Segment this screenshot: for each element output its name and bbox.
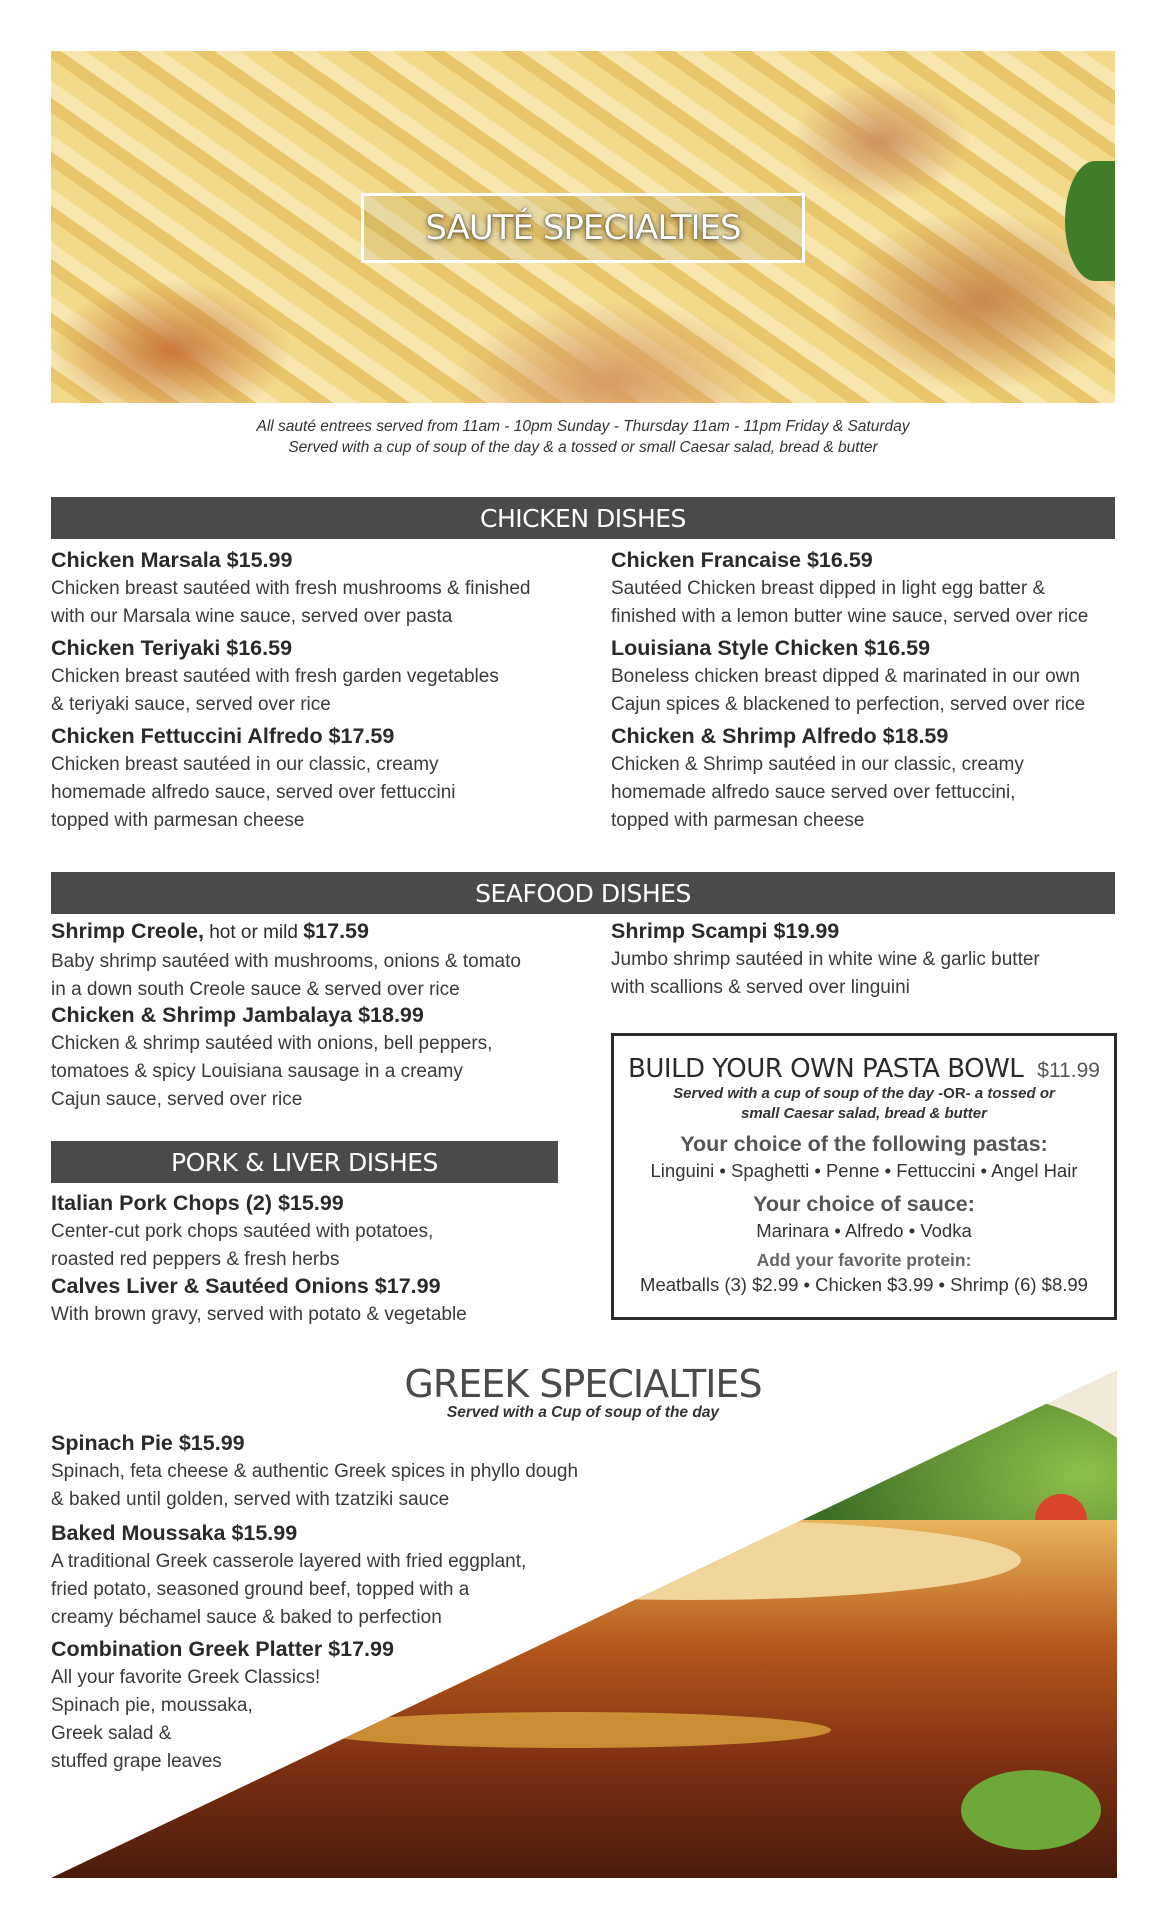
item-title: Chicken Marsala $15.99 [51, 548, 293, 572]
item-title: Italian Pork Chops (2) $15.99 [51, 1191, 344, 1215]
menu-item-spinach-pie [51, 1428, 671, 1514]
item-title: Shrimp Scampi $19.99 [611, 919, 840, 943]
item-desc: Cajun spices & blackened to perfection, served over rice [611, 694, 1086, 715]
menu-item-jambalaya [51, 1000, 591, 1114]
menu-item-chicken-francaise [611, 545, 1151, 631]
chicken-heading-text: CHICKEN DISHES [480, 503, 686, 533]
pasta-note-part: Served with a cup of soup of the day - [673, 1085, 944, 1102]
item-title: Chicken & Shrimp Jambalaya $18.99 [51, 1003, 424, 1027]
item-title: Chicken Fettuccini Alfredo $17.59 [51, 724, 395, 748]
item-desc: Boneless chicken breast dipped & marinated in our own [611, 666, 1080, 687]
pork-heading-text: PORK & LIVER DISHES [171, 1147, 438, 1177]
seafood-dishes-header [51, 872, 1115, 914]
pasta-note-part: - a tossed or [965, 1085, 1055, 1102]
service-hours-note [51, 416, 1115, 458]
item-desc: in a down south Creole sauce & served over rice [51, 979, 460, 1000]
item-title: Baked Moussaka $15.99 [51, 1521, 298, 1545]
menu-item-calves-liver [51, 1271, 591, 1329]
menu-item-shrimp-scampi [611, 916, 1151, 1002]
item-desc: Chicken & shrimp sautéed with onions, bell peppers, [51, 1033, 493, 1054]
item-title: Louisiana Style Chicken $16.59 [611, 636, 931, 660]
item-desc: creamy béchamel sauce & baked to perfection [51, 1607, 442, 1628]
protein-heading: Add your favorite protein: [756, 1250, 972, 1270]
sauce-choice-list: Marinara • Alfredo • Vodka [756, 1220, 972, 1241]
menu-item-chicken-shrimp-alfredo [611, 721, 1151, 835]
pasta-choice-heading: Your choice of the following pastas: [680, 1132, 1048, 1156]
greek-specialties-subtitle: Served with a Cup of soup of the day [446, 1404, 720, 1421]
menu-item-chicken-fettuccini-alfredo [51, 721, 591, 835]
item-desc: Jumbo shrimp sautéed in white wine & garlic butter [611, 949, 1040, 970]
seafood-heading-text: SEAFOOD DISHES [475, 878, 691, 908]
item-title [51, 916, 591, 948]
item-desc: & baked until golden, served with tzatziki sauce [51, 1489, 450, 1510]
item-desc: roasted red peppers & fresh herbs [51, 1249, 340, 1270]
item-desc: topped with parmesan cheese [51, 810, 305, 831]
item-title: Chicken & Shrimp Alfredo $18.59 [611, 724, 949, 748]
hours-line-1: All sauté entrees served from 11am - 10pm Sunday - Thursday 11am - 11pm Friday & Saturday [256, 418, 910, 435]
pasta-bowl-title-row [614, 1054, 1114, 1084]
item-desc: Chicken breast sautéed with fresh garden vegetables [51, 666, 499, 687]
item-title: Chicken Francaise $16.59 [611, 548, 873, 572]
item-desc: Greek salad & [51, 1723, 172, 1744]
build-pasta-bowl-box [611, 1033, 1117, 1320]
item-desc: Chicken & Shrimp sautéed in our classic, creamy [611, 754, 1024, 775]
item-title: Combination Greek Platter $17.99 [51, 1637, 394, 1661]
pasta-note-or: OR [943, 1085, 966, 1102]
item-desc: stuffed grape leaves [51, 1751, 222, 1772]
pasta-bowl-note-line2: small Caesar salad, bread & butter [741, 1105, 987, 1122]
item-desc: Chicken breast sautéed with fresh mushrooms & finished [51, 578, 531, 599]
protein-list: Meatballs (3) $2.99 • Chicken $3.99 • Shrimp (6) $8.99 [640, 1274, 1088, 1295]
item-desc: Chicken breast sautéed in our classic, creamy [51, 754, 439, 775]
item-desc: A traditional Greek casserole layered with fried eggplant, [51, 1551, 527, 1572]
item-title: Chicken Teriyaki $16.59 [51, 636, 293, 660]
item-desc: fried potato, seasoned ground beef, topped with a [51, 1579, 470, 1600]
greek-specialties-title: GREEK SPECIALTIES [404, 1362, 762, 1406]
saute-specialties-title [361, 193, 805, 263]
item-desc: with scallions & served over linguini [611, 977, 910, 998]
item-desc: with our Marsala wine sauce, served over pasta [51, 606, 453, 627]
item-desc: topped with parmesan cheese [611, 810, 865, 831]
menu-item-louisiana-chicken [611, 633, 1151, 719]
chicken-dishes-header [51, 497, 1115, 539]
item-desc: & teriyaki sauce, served over rice [51, 694, 331, 715]
menu-item-chicken-teriyaki [51, 633, 591, 719]
sauce-choice-heading: Your choice of sauce: [753, 1192, 975, 1216]
item-desc: Sautéed Chicken breast dipped in light egg batter & [611, 578, 1046, 599]
item-desc: With brown gravy, served with potato & vegetable [51, 1304, 467, 1325]
item-desc: Center-cut pork chops sautéed with potatoes, [51, 1221, 434, 1242]
menu-item-shrimp-creole [51, 916, 591, 1004]
item-desc: tomatoes & spicy Louisiana sausage in a creamy [51, 1061, 463, 1082]
basil-garnish [1065, 161, 1115, 281]
hero-title-text: SAUTÉ SPECIALTIES [425, 208, 741, 248]
item-desc: Spinach pie, moussaka, [51, 1695, 253, 1716]
pasta-bowl-price: $11.99 [1037, 1059, 1100, 1082]
item-name: Shrimp Creole, [51, 919, 204, 943]
item-desc: homemade alfredo sauce served over fettuccini, [611, 782, 1016, 803]
hours-line-2: Served with a cup of soup of the day & a tossed or small Caesar salad, bread & butter [288, 439, 878, 456]
item-desc: Baby shrimp sautéed with mushrooms, onions & tomato [51, 951, 521, 972]
item-desc: All your favorite Greek Classics! [51, 1667, 321, 1688]
item-note: hot or mild [203, 922, 304, 943]
pasta-bowl-note [614, 1084, 1114, 1104]
item-title: Calves Liver & Sautéed Onions $17.99 [51, 1274, 441, 1298]
pasta-bowl-title: BUILD YOUR OWN PASTA BOWL [628, 1054, 1024, 1084]
item-desc: Cajun sauce, served over rice [51, 1089, 303, 1110]
menu-item-greek-platter [51, 1634, 671, 1776]
item-desc: finished with a lemon butter wine sauce, served over rice [611, 606, 1089, 627]
item-price: $17.59 [303, 919, 369, 943]
pork-liver-dishes-header [51, 1141, 558, 1183]
item-title: Spinach Pie $15.99 [51, 1431, 245, 1455]
item-desc: Spinach, feta cheese & authentic Greek spices in phyllo dough [51, 1461, 579, 1482]
menu-item-baked-moussaka [51, 1518, 671, 1632]
menu-item-pork-chops [51, 1188, 591, 1274]
pasta-choice-list: Linguini • Spaghetti • Penne • Fettuccini • Angel Hair [650, 1160, 1078, 1181]
menu-item-chicken-marsala [51, 545, 591, 631]
item-desc: homemade alfredo sauce, served over fettuccini [51, 782, 456, 803]
